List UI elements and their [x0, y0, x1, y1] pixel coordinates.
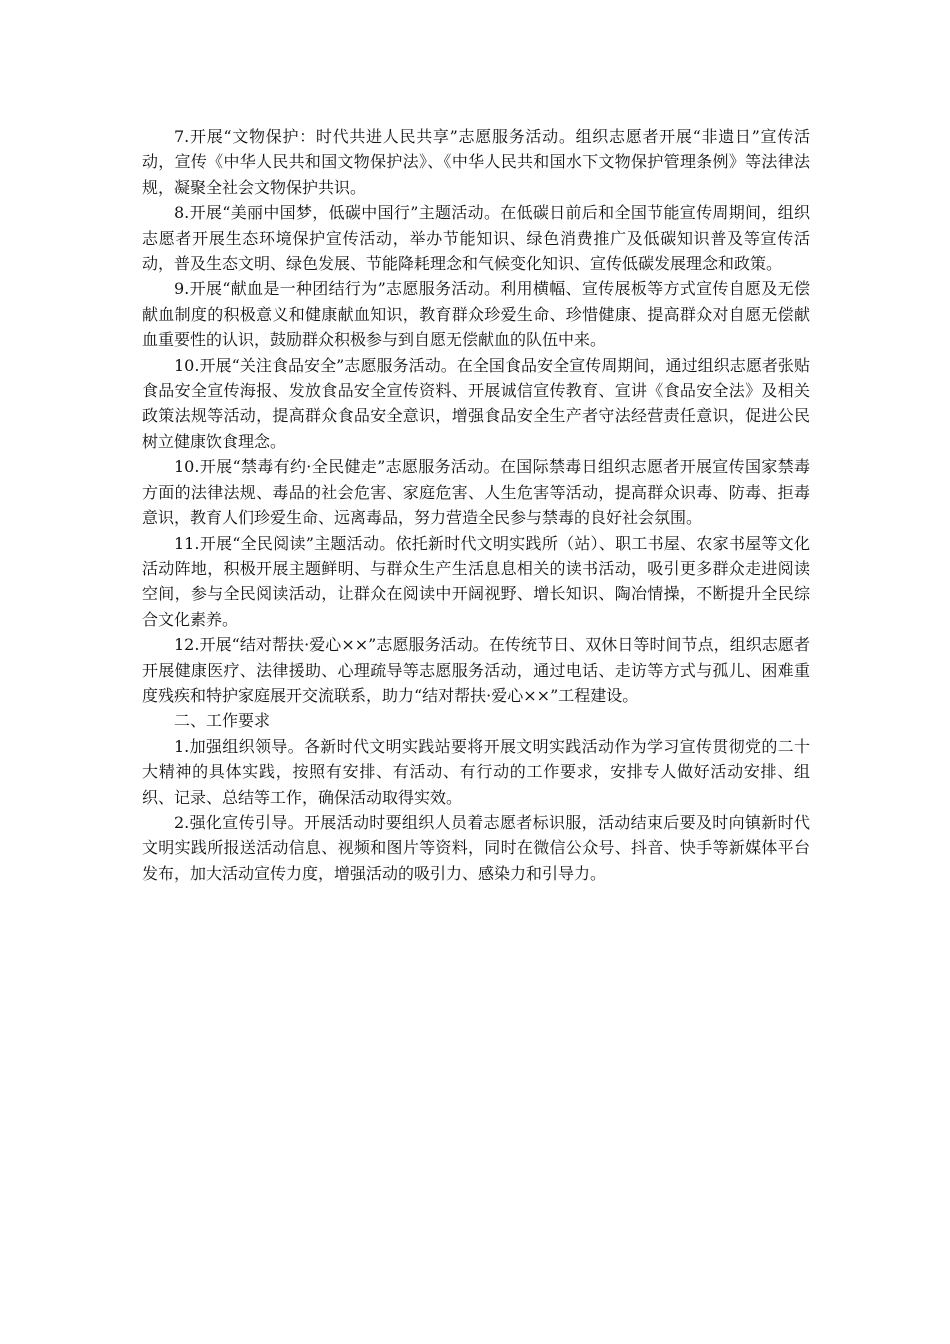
paragraph-activity-9: 9.开展“献血是一种团结行为”志愿服务活动。利用横幅、宣传展板等方式宣传自愿及无偿献血制度的积极意义和健康献血知识，教育群众珍爱生命、珍惜健康、提高群众对自愿无偿献血重要性的认识，鼓励群众积极参与到自愿无偿献血的队伍中来。: [142, 279, 810, 350]
paragraph-activity-11: 11.开展“全民阅读”主题活动。依托新时代文明实践所（站）、职工书屋、农家书屋等文化活动阵地，积极开展主题鲜明、与群众生产生活息息相关的读书活动，吸引更多群众走进阅读空间，参与全民阅读活动，让群众在阅读中开阔视野、增长知识、陶冶情操，不断提升全民综合文化素养。: [142, 533, 810, 629]
paragraph-requirement-2: 2.强化宣传引导。开展活动时要组织人员着志愿者标识服，活动结束后要及时向镇新时代文明实践所报送活动信息、视频和图片等资料，同时在微信公众号、抖音、快手等新媒体平台发布，加大活动宣传力度，增强活动的吸引力、感染力和引导力。: [142, 812, 810, 883]
paragraph-activity-10-anti-drug: 10.开展“禁毒有约·全民健走”志愿服务活动。在国际禁毒日组织志愿者开展宣传国家禁毒方面的法律法规、毒品的社会危害、家庭危害、人生危害等活动，提高群众识毒、防毒、拒毒意识，教育人们珍爱生命、远离毒品，努力营造全民参与禁毒的良好社会氛围。: [142, 457, 810, 528]
section-heading-work-requirements: 二、工作要求: [174, 711, 271, 731]
paragraph-activity-8: 8.开展“美丽中国梦，低碳中国行”主题活动。在低碳日前后和全国节能宣传周期间，组织志愿者开展生态环境保护宣传活动，举办节能知识、绿色消费推广及低碳知识普及等宣传活动，普及生态文明、绿色发展、节能降耗理念和气候变化知识、宣传低碳发展理念和政策。: [142, 203, 810, 274]
paragraph-activity-7: 7.开展“文物保护：时代共进人民共享”志愿服务活动。组织志愿者开展“非遗日”宣传活动，宣传《中华人民共和国文物保护法》、《中华人民共和国水下文物保护管理条例》等法律法规，凝聚全社会文物保护共识。: [142, 127, 810, 197]
document-body: [142, 124, 810, 886]
paragraph-activity-10-food-safety: 10.开展“关注食品安全”志愿服务活动。在全国食品安全宣传周期间，通过组织志愿者张贴食品安全宣传海报、发放食品安全宣传资料、开展诚信宣传教育、宣讲《食品安全法》及相关政策法规等活动，提高群众食品安全意识，增强食品安全生产者守法经营责任意识，促进公民树立健康饮食理念。: [142, 355, 810, 451]
paragraph-activity-12: 12.开展“结对帮扶·爱心××”志愿服务活动。在传统节日、双休日等时间节点，组织志愿者开展健康医疗、法律援助、心理疏导等志愿服务活动，通过电话、走访等方式与孤儿、困难重度残疾和特护家庭展开交流联系，助力“结对帮扶·爱心××”工程建设。: [142, 635, 810, 705]
paragraph-requirement-1: 1.加强组织领导。各新时代文明实践站要将开展文明实践活动作为学习宣传贯彻党的二十大精神的具体实践，按照有安排、有活动、有行动的工作要求，安排专人做好活动安排、组织、记录、总结等工作，确保活动取得实效。: [142, 736, 810, 807]
